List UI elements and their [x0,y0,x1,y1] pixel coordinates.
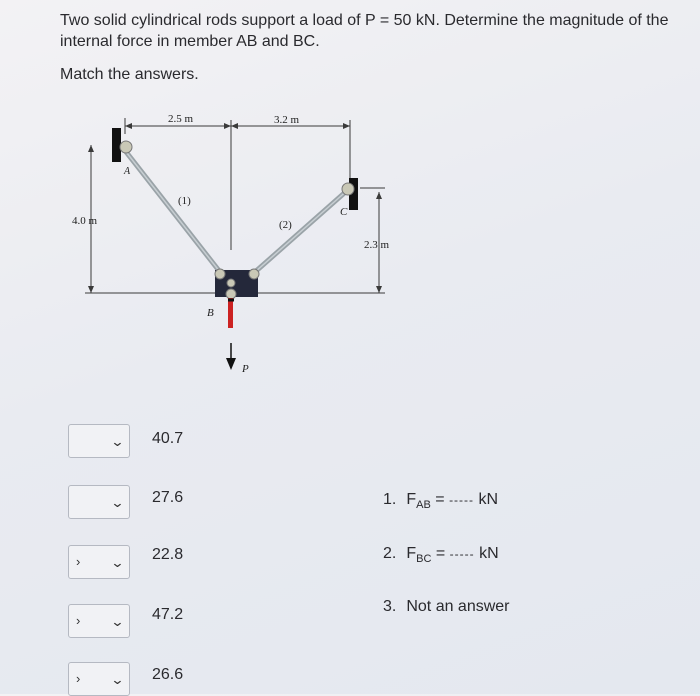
answer-dropdown-2[interactable] [68,485,130,519]
chevron-down-icon: ⌄ [110,614,125,629]
label-2-3m: 2.3 m [364,239,390,251]
question-text: Two solid cylindrical rods support a load of P = 50 kN. Determine the magnitude of the internal force in member AB and BC. [60,12,669,50]
chevron-down-icon: ⌄ [110,495,125,510]
answer-dropdown-1[interactable] [68,424,130,458]
answer-option-1: 1. $F_{AB}$ = ----- kN [383,491,499,512]
choice-value: 47.2 [152,606,184,623]
answer-option-2: 2. $F_{BC}$ = ----- kN [383,545,499,566]
load-rod [228,298,233,328]
instruction-text: Match the answers. [60,66,199,83]
chevron-right-icon: › [76,554,81,569]
chevron-right-icon: › [76,613,81,628]
label-4-0m: 4.0 m [72,215,98,227]
label-c: C [340,206,348,218]
truss-diagram [60,100,420,395]
choice-value: 26.6 [152,666,184,683]
label-a: A [124,166,131,177]
choice-value: 40.7 [152,430,184,447]
label-2-5m: 2.5 m [168,113,194,125]
chevron-right-icon: › [76,671,81,686]
chevron-down-icon: ⌄ [110,672,125,687]
answer-dropdown-3[interactable] [68,545,130,579]
label-member-2: (2) [279,219,292,231]
choice-value: 22.8 [152,546,184,563]
answer-dropdown-5[interactable] [68,662,130,696]
label-3-2m: 3.2 m [274,114,300,126]
label-member-1: (1) [178,195,191,207]
answer-dropdown-4[interactable] [68,604,130,638]
chevron-down-icon: ⌄ [110,434,125,449]
choice-value: 27.6 [152,489,184,506]
pin-a [120,141,132,153]
answer-option-3: 3. Not an answer [383,598,510,615]
pin-c [342,183,354,195]
support-a [112,128,121,162]
label-b: B [207,307,214,319]
truss-svg [60,100,420,390]
chevron-down-icon: ⌄ [110,555,125,570]
label-p: P [242,363,249,375]
